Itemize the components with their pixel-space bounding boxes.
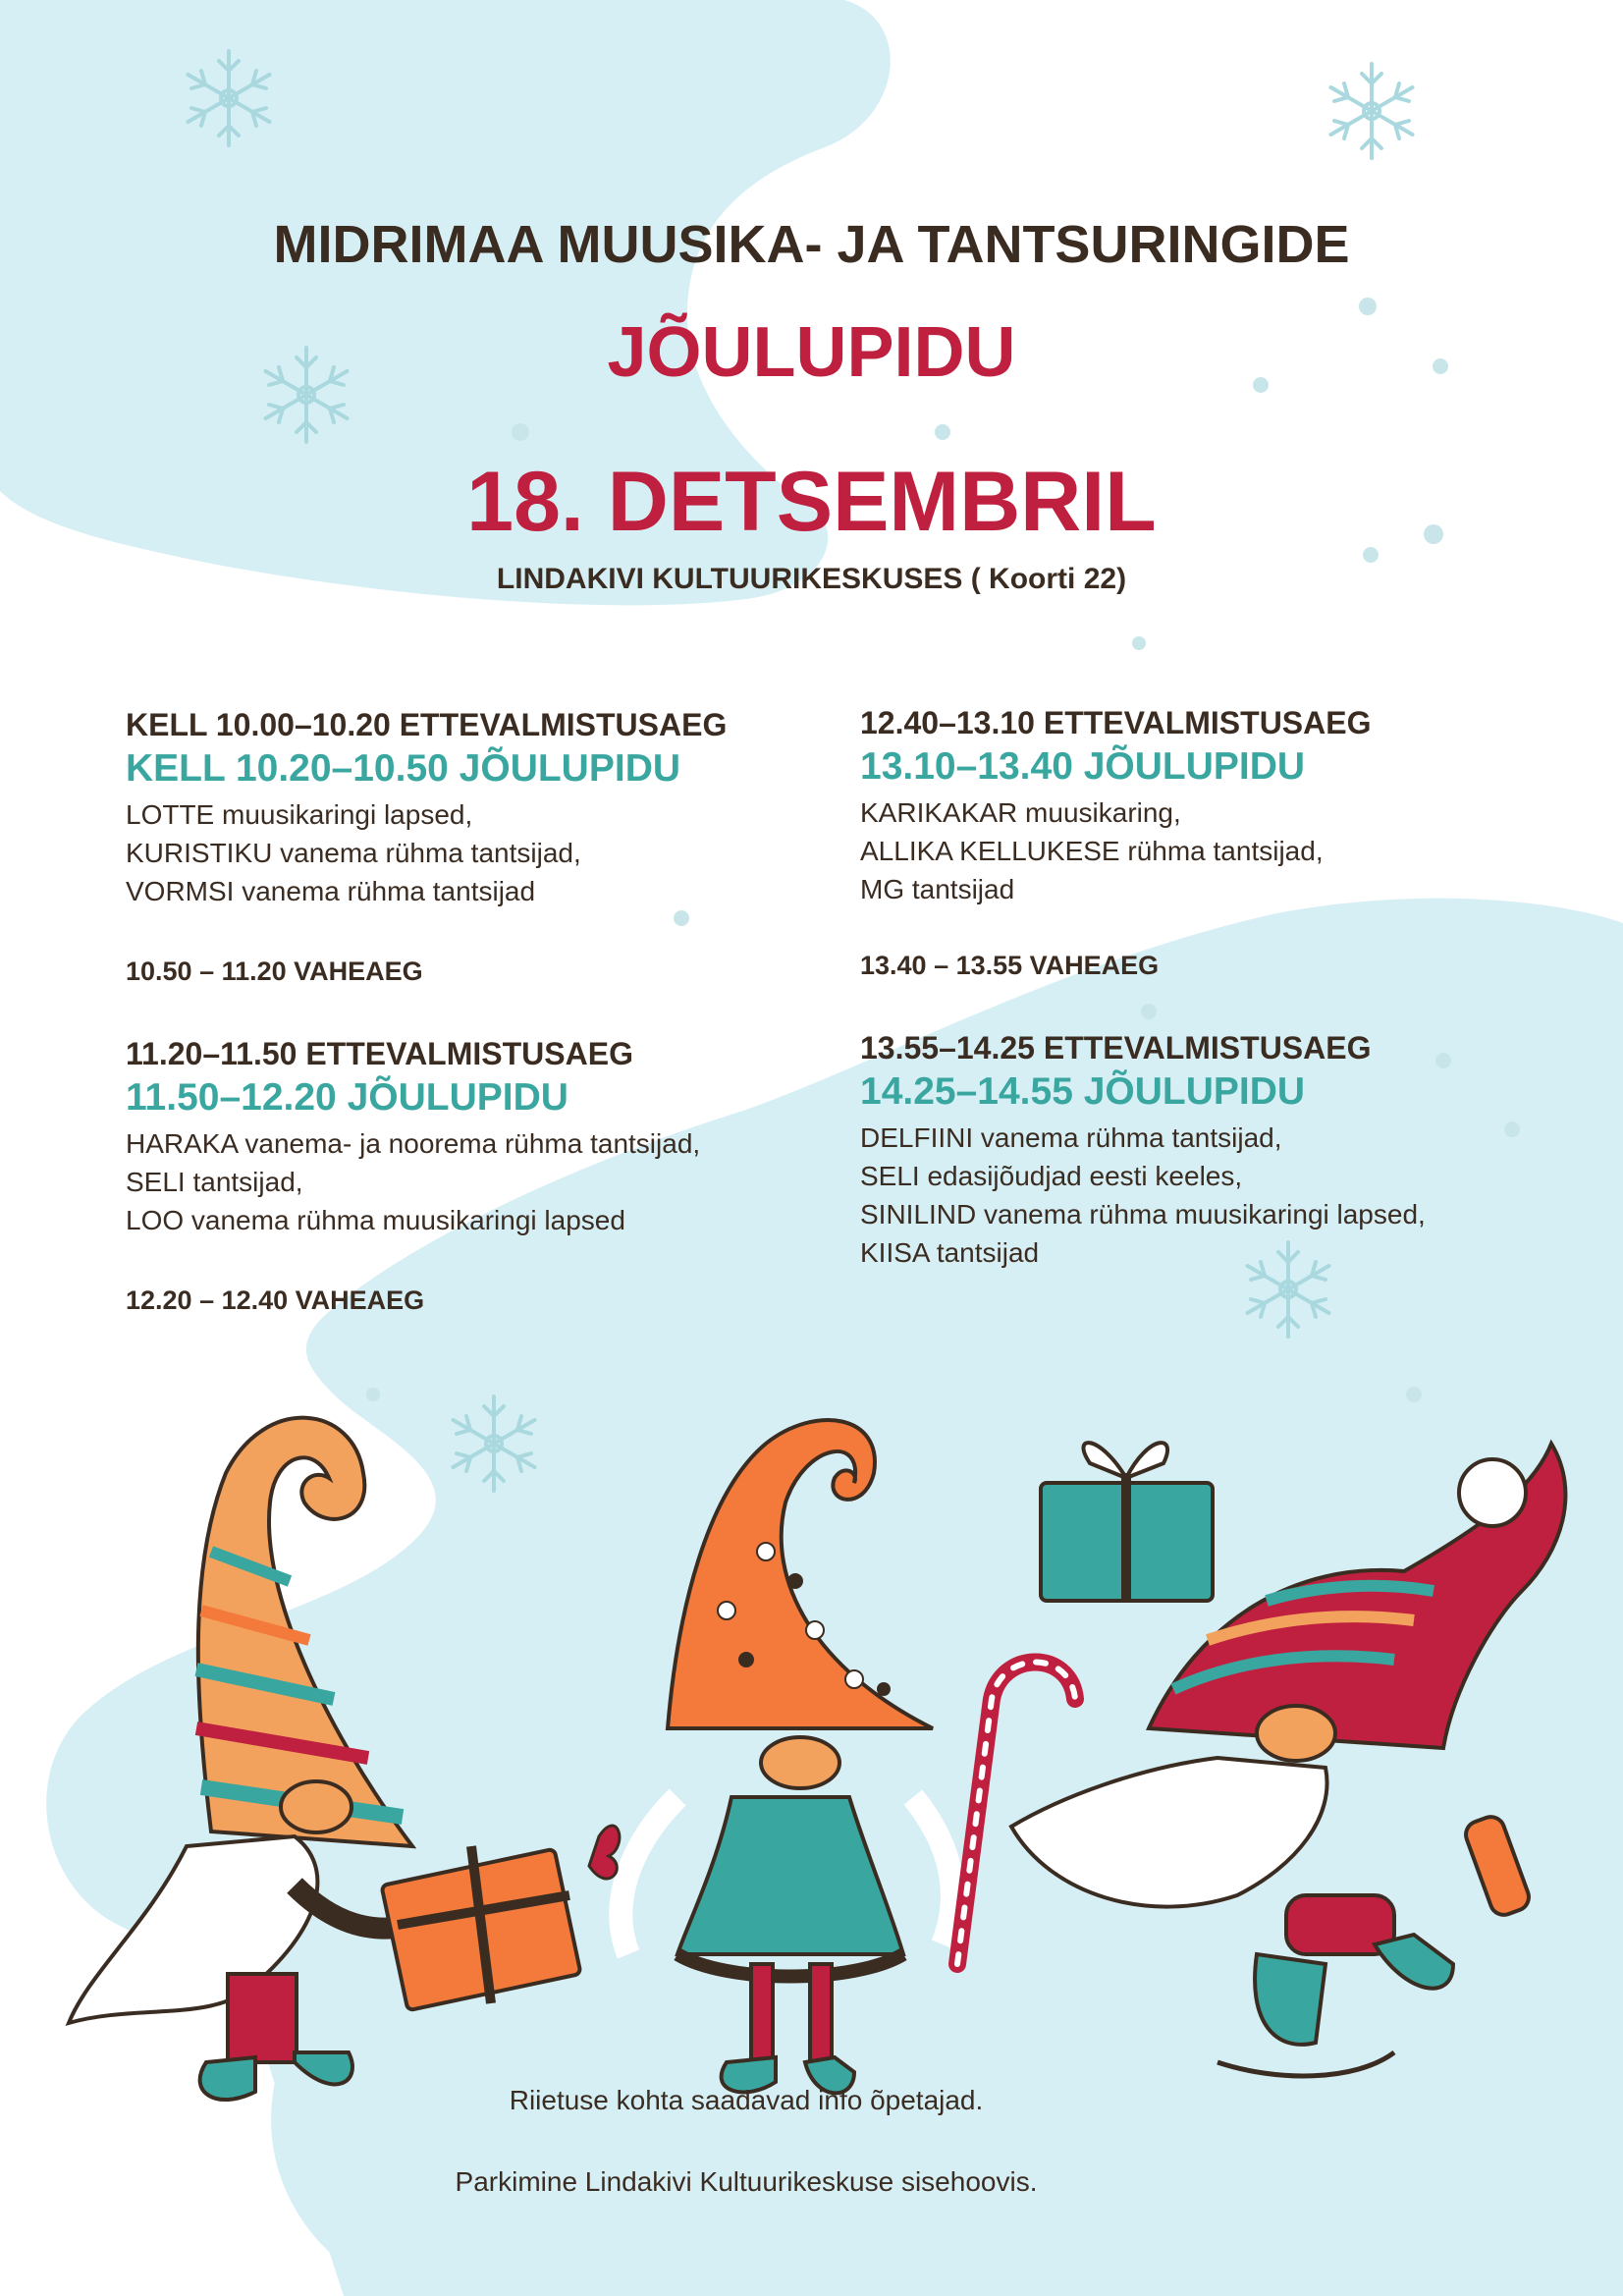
preparation-time: 12.40–13.10 ETTEVALMISTUSAEG xyxy=(860,705,1372,740)
clothing-note: Riietuse kohta saadavad info õpetajad. xyxy=(509,2085,984,2115)
performer-line: SINILIND vanema rühma muusikaringi lapsed, xyxy=(860,1199,1426,1230)
event-date: 18. DETSEMBRIL xyxy=(466,455,1157,549)
preparation-time: KELL 10.00–10.20 ETTEVALMISTUSAEG xyxy=(126,707,728,742)
party-time: 11.50–12.20 JÕULUPIDU xyxy=(126,1076,568,1119)
performer-line: HARAKA vanema- ja noorema rühma tantsijad, xyxy=(126,1128,701,1159)
hat-pompom xyxy=(1459,1459,1526,1526)
preparation-time: 11.20–11.50 ETTEVALMISTUSAEG xyxy=(126,1036,633,1071)
break-time: 10.50 – 11.20 VAHEAEG xyxy=(126,957,423,986)
schedule-left-column xyxy=(126,705,872,1318)
performer-line: DELFIINI vanema rühma tantsijad, xyxy=(860,1122,1282,1153)
party-time: KELL 10.20–10.50 JÕULUPIDU xyxy=(126,747,681,790)
break-time: 12.20 – 12.40 VAHEAEG xyxy=(126,1285,425,1315)
event-subtitle: MIDRIMAA MUUSIKA- JA TANTSURINGIDE xyxy=(273,215,1350,274)
snowflake-icon xyxy=(1331,64,1413,158)
schedule-block xyxy=(860,1028,1606,1272)
performer-line: MG tantsijad xyxy=(860,874,1015,904)
parking-note: Parkimine Lindakivi Kultuurikeskuse sisehoovis. xyxy=(455,2166,1038,2197)
performer-line: SELI tantsijad, xyxy=(126,1167,303,1197)
performer-line: SELI edasijõudjad eesti keeles, xyxy=(860,1161,1243,1191)
schedule-block xyxy=(860,703,1606,983)
performer-line: LOTTE muusikaringi lapsed, xyxy=(126,799,473,830)
performer-line: KIISA tantsijad xyxy=(860,1237,1040,1268)
schedule-block xyxy=(126,705,872,989)
party-time: 13.10–13.40 JÕULUPIDU xyxy=(860,745,1306,788)
event-venue: LINDAKIVI KULTUURIKESKUSES ( Koorti 22) xyxy=(496,563,1127,595)
performer-line: LOO vanema rühma muusikaringi lapsed xyxy=(126,1205,625,1235)
event-title: JÕULUPIDU xyxy=(607,313,1016,392)
preparation-time: 13.55–14.25 ETTEVALMISTUSAEG xyxy=(860,1030,1372,1066)
performer-line: VORMSI vanema rühma tantsijad xyxy=(126,876,536,906)
gnome-left-legs xyxy=(228,1974,297,2062)
performer-line: ALLIKA KELLUKESE rühma tantsijad, xyxy=(860,836,1324,866)
party-time: 14.25–14.55 JÕULUPIDU xyxy=(860,1070,1306,1113)
performer-line: KARIKAKAR muusikaring, xyxy=(860,797,1181,828)
performer-line: KURISTIKU vanema rühma tantsijad, xyxy=(126,838,581,868)
schedule-block xyxy=(126,1034,872,1318)
break-time: 13.40 – 13.55 VAHEAEG xyxy=(860,951,1160,980)
schedule-right-column xyxy=(860,703,1606,1272)
bottom-fill xyxy=(245,1954,1623,2296)
